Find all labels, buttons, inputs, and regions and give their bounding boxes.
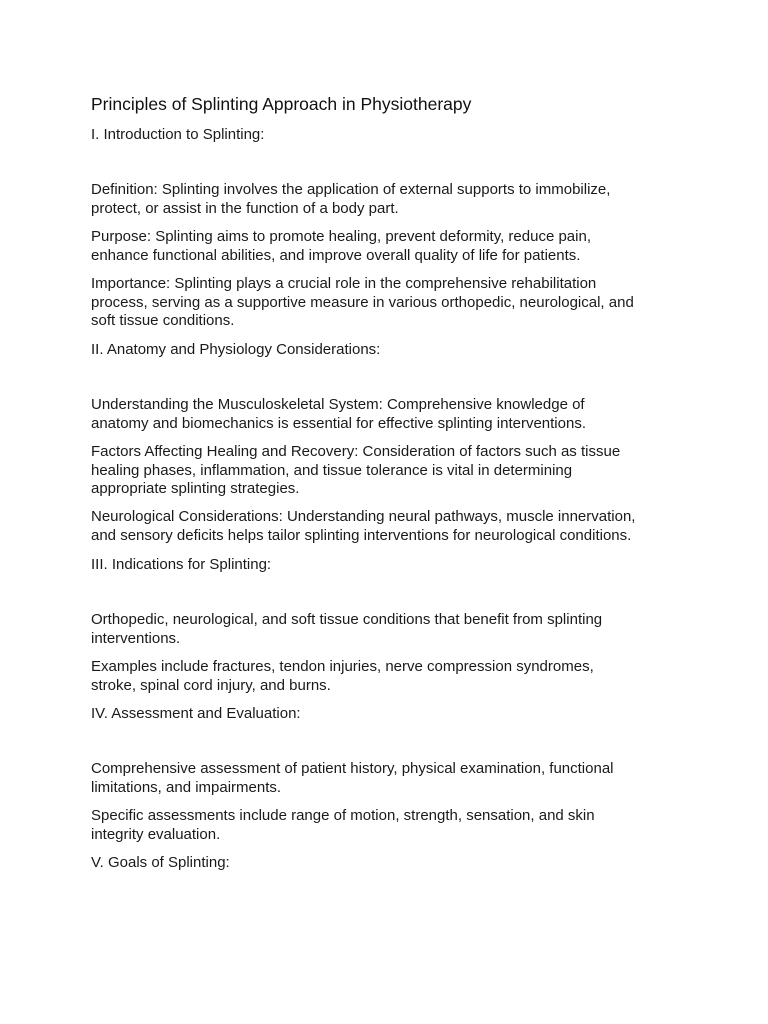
paragraph-line: stroke, spinal cord injury, and burns. [91, 676, 331, 694]
paragraph-line: Definition: Splinting involves the application of external supports to immobilize, [91, 181, 611, 198]
paragraph-line: integrity evaluation. [91, 825, 221, 843]
section-heading-introduction: I. Introduction to Splinting: [91, 126, 265, 143]
section-heading-assessment: IV. Assessment and Evaluation: [91, 705, 301, 722]
document-title: Principles of Splinting Approach in Physiotherapy [91, 94, 472, 114]
paragraph-line: Specific assessments include range of motion, strength, sensation, and skin [91, 807, 595, 824]
paragraph-neurological [91, 508, 691, 545]
section-heading-anatomy: II. Anatomy and Physiology Considerations: [91, 341, 381, 358]
paragraph-line: healing phases, inflammation, and tissue tolerance is vital in determining [91, 461, 573, 479]
paragraph-line: soft tissue conditions. [91, 312, 235, 329]
paragraph-purpose [91, 228, 691, 265]
paragraph-line: appropriate splinting strategies. [91, 480, 300, 497]
paragraph-line: Importance: Splinting plays a crucial role in the comprehensive rehabilitation [91, 275, 597, 292]
paragraph-line: Examples include fractures, tendon injuries, nerve compression syndromes, [91, 658, 594, 675]
paragraph-line: protect, or assist in the function of a body part. [91, 199, 399, 217]
paragraph-line: Factors Affecting Healing and Recovery: Consideration of factors such as tissue [91, 443, 621, 460]
paragraph-line: Comprehensive assessment of patient history, physical examination, functional [91, 760, 614, 777]
paragraph-line: and sensory deficits helps tailor splinting interventions for neurological conditions. [91, 526, 632, 544]
paragraph-line: Understanding the Musculoskeletal System: Comprehensive knowledge of [91, 396, 585, 413]
paragraph-comprehensive-assessment [91, 760, 691, 797]
paragraph-healing-factors [91, 443, 691, 499]
paragraph-musculoskeletal [91, 396, 691, 433]
paragraph-line: Neurological Considerations: Understanding neural pathways, muscle innervation, [91, 508, 636, 525]
paragraph-line: interventions. [91, 629, 181, 647]
paragraph-definition [91, 181, 691, 218]
paragraph-conditions [91, 611, 691, 648]
paragraph-line: enhance functional abilities, and improve overall quality of life for patients. [91, 246, 581, 264]
paragraph-line: process, serving as a supportive measure in various orthopedic, neurological, and [91, 293, 634, 311]
paragraph-line: limitations, and impairments. [91, 778, 282, 796]
paragraph-line: Orthopedic, neurological, and soft tissue conditions that benefit from splinting [91, 611, 603, 628]
paragraph-importance [91, 275, 691, 331]
paragraph-line: anatomy and biomechanics is essential for effective splinting interventions. [91, 414, 586, 432]
paragraph-specific-assessments [91, 807, 691, 844]
paragraph-line: Purpose: Splinting aims to promote healing, prevent deformity, reduce pain, [91, 228, 591, 245]
section-heading-indications: III. Indications for Splinting: [91, 556, 272, 573]
section-heading-goals: V. Goals of Splinting: [91, 854, 230, 871]
paragraph-examples [91, 658, 691, 695]
